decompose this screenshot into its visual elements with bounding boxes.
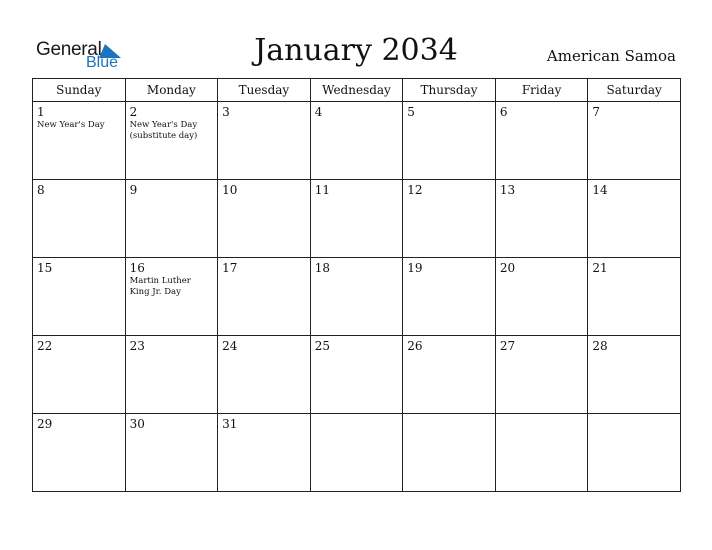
day-cell (403, 180, 496, 258)
week-row-1 (33, 102, 681, 180)
day-number: 6 (499, 105, 508, 119)
holiday-label: New Year's Day (substitute day) (129, 120, 198, 141)
day-cell (218, 414, 311, 492)
day-cell (310, 258, 403, 336)
day-number: 27 (499, 339, 516, 353)
day-number: 2 (129, 105, 138, 119)
day-cell (310, 102, 403, 180)
day-cell (588, 336, 681, 414)
day-cell (588, 180, 681, 258)
day-number: 3 (222, 105, 230, 119)
day-cell (310, 336, 403, 414)
logo-general-text: General (36, 39, 102, 60)
day-cell (125, 258, 218, 336)
weekday-header-row (33, 79, 681, 102)
day-cell (495, 102, 588, 180)
day-number: 22 (37, 339, 53, 353)
day-number: 4 (314, 105, 323, 119)
holiday-label: Martin Luther King Jr. Day (129, 276, 191, 297)
day-number: 7 (592, 105, 601, 119)
day-cell (33, 180, 126, 258)
day-cell (310, 180, 403, 258)
day-number: 25 (314, 339, 330, 353)
day-cell (218, 258, 311, 336)
day-number: 16 (129, 261, 145, 275)
weekday-header-wednesday: Wednesday (310, 79, 403, 102)
day-cell (403, 336, 496, 414)
page-title: January 2034 (254, 33, 458, 68)
day-cell (588, 258, 681, 336)
week-row-2 (33, 180, 681, 258)
day-number: 5 (407, 105, 415, 119)
calendar-grid (32, 78, 681, 492)
day-cell (33, 258, 126, 336)
weekday-header-sunday: Sunday (33, 79, 126, 102)
weekday-header-saturday: Saturday (588, 79, 681, 102)
day-number: 13 (499, 183, 516, 197)
logo-blue-text: Blue (86, 54, 119, 71)
day-number: 11 (314, 183, 330, 197)
day-number: 26 (407, 339, 423, 353)
region-label: American Samoa (546, 47, 676, 65)
day-cell (125, 414, 218, 492)
day-cell (495, 414, 588, 492)
day-number: 21 (592, 261, 608, 275)
day-number: 8 (37, 183, 45, 197)
day-cell (310, 414, 403, 492)
day-cell (33, 102, 126, 180)
weekday-header-monday: Monday (125, 79, 218, 102)
day-cell (125, 336, 218, 414)
holiday-label: New Year's Day (37, 120, 105, 130)
day-cell (495, 336, 588, 414)
day-cell (403, 102, 496, 180)
day-cell (33, 336, 126, 414)
day-cell (218, 102, 311, 180)
day-number: 19 (407, 261, 423, 275)
day-cell (495, 258, 588, 336)
day-number: 1 (37, 105, 45, 119)
day-cell (403, 414, 496, 492)
day-number: 20 (499, 261, 516, 275)
day-cell (588, 102, 681, 180)
day-number: 31 (222, 417, 238, 431)
week-row-5 (33, 414, 681, 492)
day-number: 30 (129, 417, 145, 431)
day-cell (218, 180, 311, 258)
day-number: 18 (314, 261, 330, 275)
day-number: 17 (222, 261, 238, 275)
week-row-3 (33, 258, 681, 336)
day-number: 28 (592, 339, 608, 353)
day-cell (125, 102, 218, 180)
day-cell (33, 414, 126, 492)
day-number: 29 (37, 417, 53, 431)
weekday-header-friday: Friday (495, 79, 588, 102)
day-number: 10 (222, 183, 238, 197)
day-number: 14 (592, 183, 608, 197)
day-cell (125, 180, 218, 258)
day-cell (588, 414, 681, 492)
weekday-header-thursday: Thursday (403, 79, 496, 102)
day-number: 23 (129, 339, 145, 353)
day-number: 15 (37, 261, 53, 275)
day-cell (403, 258, 496, 336)
day-number: 24 (222, 339, 238, 353)
week-row-4 (33, 336, 681, 414)
day-cell (218, 336, 311, 414)
weekday-header-tuesday: Tuesday (218, 79, 311, 102)
day-number: 12 (407, 183, 423, 197)
day-number: 9 (129, 183, 138, 197)
day-cell (495, 180, 588, 258)
